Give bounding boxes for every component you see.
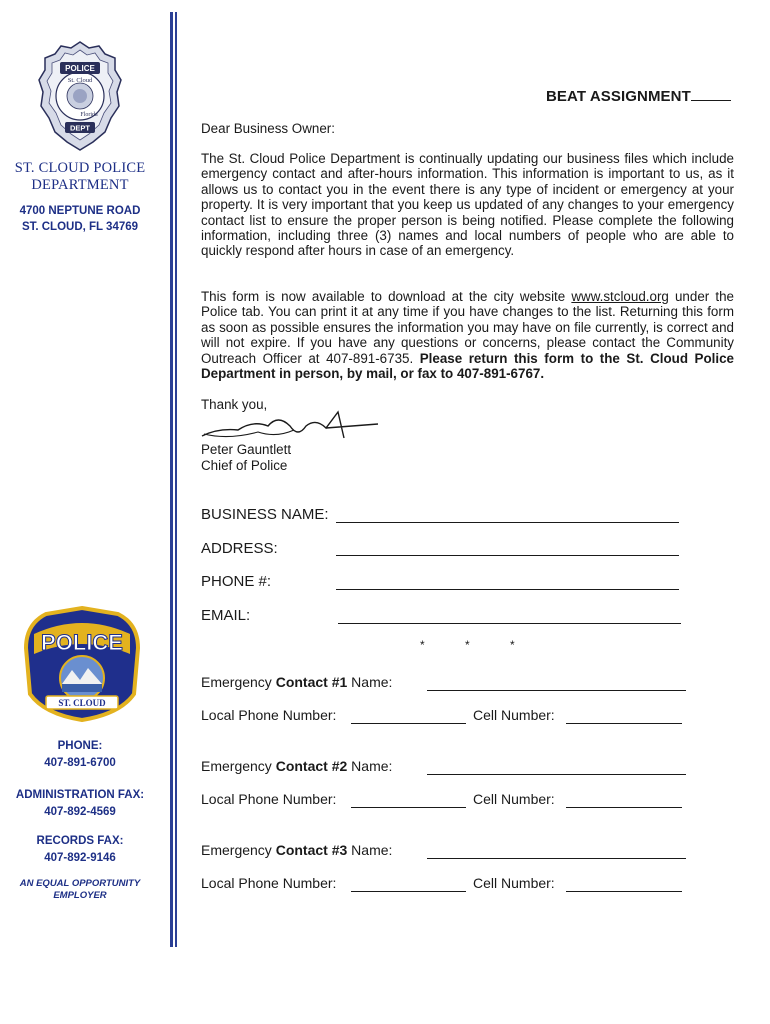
contact-3-name-field[interactable] — [427, 858, 686, 859]
email-field[interactable] — [338, 623, 681, 624]
address-field[interactable] — [336, 555, 679, 556]
badge-text-city: St. Cloud — [67, 77, 93, 84]
business-name-label: BUSINESS NAME: — [201, 506, 329, 523]
address-line2: ST. CLOUD, FL 34769 — [21, 221, 139, 233]
department-name — [0, 160, 160, 194]
records-fax-block — [0, 833, 160, 867]
beat-assignment-blank[interactable] — [691, 86, 731, 101]
records-fax-value: 407-892-9146 — [44, 852, 116, 864]
address-label: ADDRESS: — [201, 540, 278, 557]
phone-label: PHONE: — [57, 740, 103, 752]
patch-text-city: ST. CLOUD — [58, 698, 106, 708]
salutation: Dear Business Owner: — [201, 121, 335, 136]
contact-2-number: Contact #2 — [275, 758, 348, 774]
contact-1-cell-field[interactable] — [566, 723, 682, 724]
contact-1-suffix: Name: — [347, 674, 393, 690]
business-name-field[interactable] — [336, 522, 679, 523]
contact-2-local-phone-field[interactable] — [351, 807, 466, 808]
contact-3-suffix: Name: — [347, 842, 393, 858]
patch-text-police: POLICE — [41, 630, 123, 655]
beat-assignment-label: BEAT ASSIGNMENT — [546, 88, 691, 105]
contact-3-local-phone-label: Local Phone Number: — [201, 875, 337, 891]
badge-text-dept: DEPT — [69, 123, 91, 133]
closing: Thank you, — [201, 397, 268, 412]
department-name-line1: ST. CLOUD POLICE — [14, 160, 146, 176]
phone-value: 407-891-6700 — [44, 757, 116, 769]
admin-fax-value: 407-892-4569 — [44, 806, 116, 818]
phone-block — [0, 738, 160, 772]
contact-3-local-phone-field[interactable] — [351, 891, 466, 892]
contact-1-cell-label: Cell Number: — [473, 707, 555, 723]
contact-2-cell-label: Cell Number: — [473, 791, 555, 807]
phone-number-field[interactable] — [336, 589, 679, 590]
email-label: EMAIL: — [201, 607, 251, 624]
p2-text-before-link: This form is now available to download at the city website — [201, 289, 572, 304]
separator-star-2: * — [465, 638, 470, 652]
contact-2-cell-field[interactable] — [566, 807, 682, 808]
contact-2-name-label — [201, 759, 392, 775]
contact-3-prefix: Emergency — [201, 842, 276, 858]
contact-2-suffix: Name: — [347, 758, 393, 774]
equal-opportunity-statement — [0, 878, 160, 902]
contact-1-local-phone-field[interactable] — [351, 723, 466, 724]
signer-name: Peter Gauntlett — [201, 442, 292, 457]
separator-star-1: * — [420, 638, 425, 652]
contact-1-name-field[interactable] — [427, 690, 686, 691]
vertical-rule-right — [175, 12, 177, 947]
contact-3-cell-field[interactable] — [566, 891, 682, 892]
contact-2-prefix: Emergency — [201, 758, 276, 774]
badge-text-police: POLICE — [65, 64, 95, 73]
vertical-rule-left — [170, 12, 173, 947]
equal-line1: AN EQUAL OPPORTUNITY — [19, 878, 141, 889]
contact-1-number: Contact #1 — [275, 674, 348, 690]
paragraph-instructions — [201, 289, 734, 381]
address-line1: 4700 NEPTUNE ROAD — [19, 205, 141, 217]
separator-star-3: * — [510, 638, 515, 652]
contact-3-number: Contact #3 — [275, 842, 348, 858]
p2-return-instructions: Please return this form to the St. Cloud Police Department in person, by mail, or fax to 407-891-6767. — [201, 350, 734, 382]
equal-line2: EMPLOYER — [53, 890, 107, 901]
contact-1-local-phone-label: Local Phone Number: — [201, 707, 337, 723]
admin-fax-block — [0, 787, 160, 821]
admin-fax-label: ADMINISTRATION FAX: — [15, 789, 145, 801]
signer-title: Chief of Police — [201, 458, 288, 473]
contact-1-name-label — [201, 675, 392, 691]
contact-3-name-label — [201, 843, 392, 859]
paragraph-intro: The St. Cloud Police Department is continually updating our business files which include emergency contact and after-hours information. This information is important to us, as it allows us to contact you in the event there is any type of incident or emergency at your property. It is very important that you keep us updated of any changes to your emergency contact list to ensure the proper person is being notified. Please complete the following information, including three (3) names and local numbers of people who are able to quickly respond after hours in case of an emergency. — [201, 151, 734, 259]
contact-1-prefix: Emergency — [201, 674, 276, 690]
police-badge-logo — [37, 40, 123, 152]
chief-signature — [198, 408, 383, 446]
beat-assignment-heading — [546, 86, 731, 105]
phone-number-label: PHONE #: — [201, 573, 272, 590]
contact-2-local-phone-label: Local Phone Number: — [201, 791, 337, 807]
contact-2-name-field[interactable] — [427, 774, 686, 775]
city-website-link[interactable]: www.stcloud.org — [571, 289, 669, 304]
department-address — [0, 203, 160, 235]
badge-text-state: Florida — [80, 112, 98, 118]
records-fax-label: RECORDS FAX: — [36, 835, 124, 847]
contact-3-cell-label: Cell Number: — [473, 875, 555, 891]
p2-text-after-link: under the Police tab. You can print it at any time if you have changes to the list. Returning this form as soon as possible ensures the information you may have on file currently, is correct and will not expire. If you have any questions or concerns, please contact the Community Outreach Officer at 407-891-6735. — [201, 289, 734, 366]
department-name-line2: DEPARTMENT — [31, 177, 129, 193]
police-patch-logo — [20, 604, 144, 724]
